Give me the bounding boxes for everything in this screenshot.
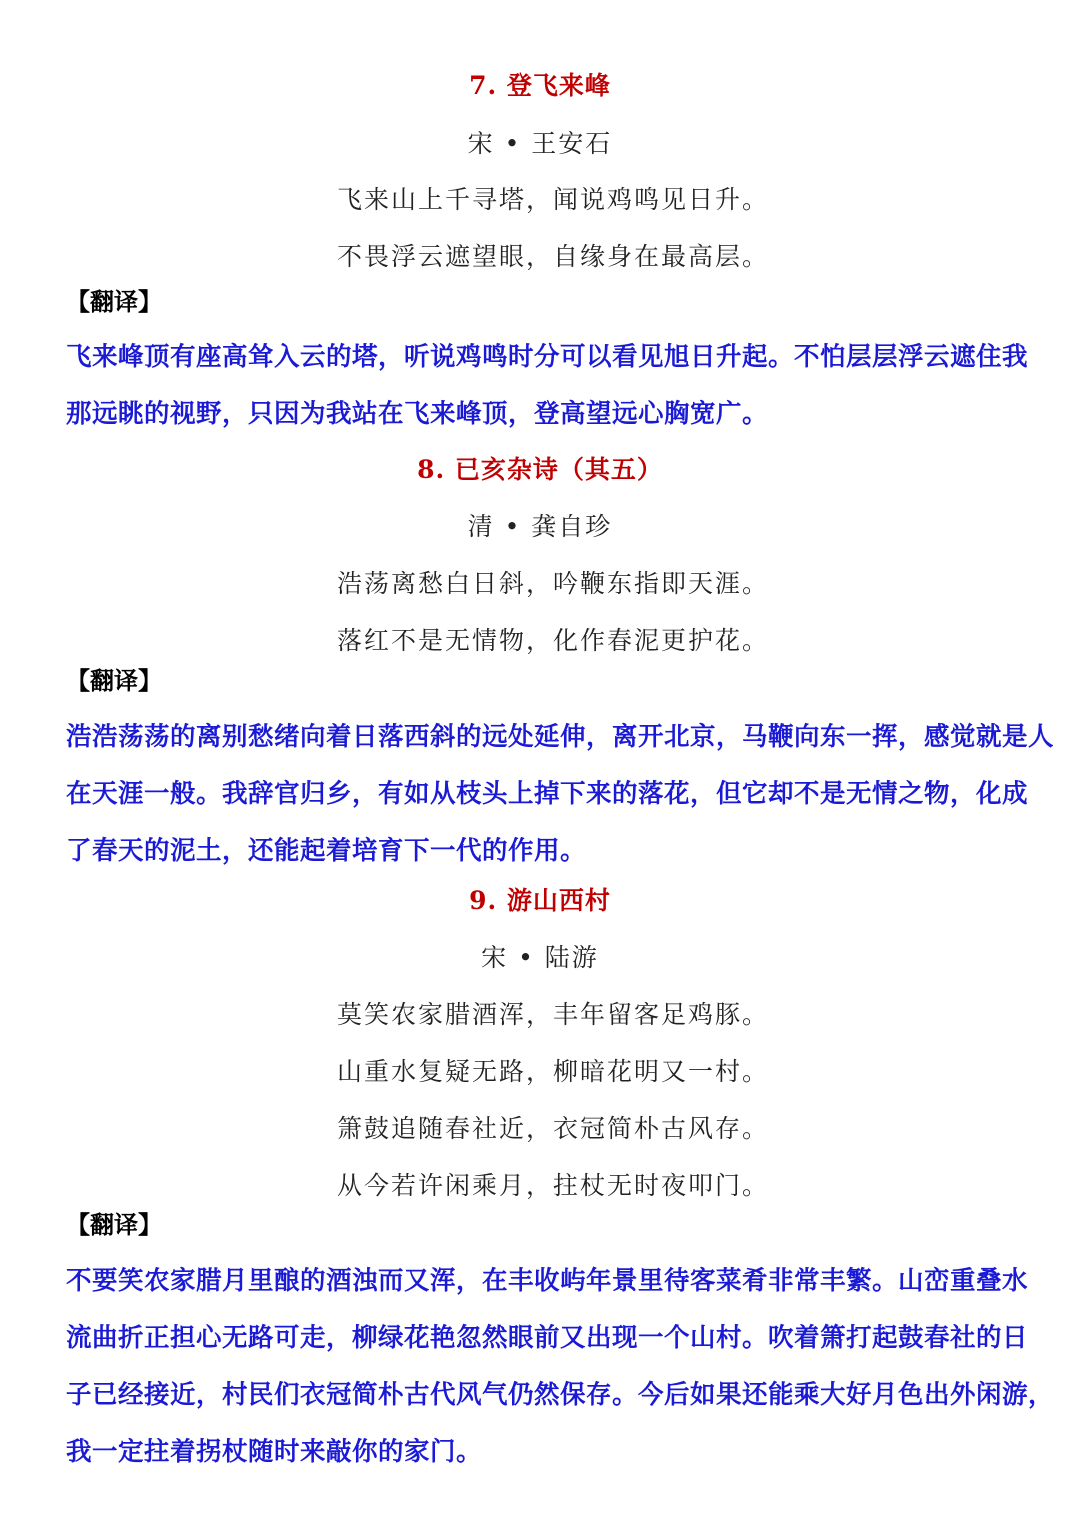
poem-verse: 山重水复疑无路，柳暗花明又一村。 (337, 1057, 770, 1086)
poem-author: 宋 • 陆游 (481, 943, 599, 972)
poem-verse: 从今若许闲乘月，拄杖无时夜叩门。 (337, 1171, 770, 1200)
translation-line: 子已经接近，村民们衣冠简朴古代风气仍然保存。今后如果还能乘大好月色出外闲游， (66, 1380, 1055, 1410)
poem-verse: 浩荡离愁白日斜，吟鞭东指即天涯。 (337, 569, 770, 598)
poem-title: 9. 游山西村 (469, 886, 611, 915)
translation-label: 【翻译】 (66, 666, 162, 695)
translation-line: 不要笑农家腊月里酿的酒浊而又浑，在丰收屿年景里待客菜肴非常丰繁。山峦重叠水 (66, 1266, 1029, 1296)
poem-verse: 莫笑农家腊酒浑，丰年留客足鸡豚。 (337, 1000, 770, 1029)
translation-line: 浩浩荡荡的离别愁绪向着日落西斜的远处延伸，离开北京，马鞭向东一挥，感觉就是人 (66, 722, 1055, 752)
poem-verse: 落红不是无情物，化作春泥更护花。 (337, 626, 770, 655)
poem-verse: 箫鼓追随春社近，衣冠简朴古风存。 (337, 1114, 770, 1143)
translation-line: 在天涯一般。我辞官归乡，有如从枝头上掉下来的落花，但它却不是无情之物，化成 (66, 779, 1029, 809)
translation-line: 了春天的泥土，还能起着培育下一代的作用。 (66, 836, 587, 866)
translation-label: 【翻译】 (66, 287, 162, 316)
poem-verse: 不畏浮云遮望眼，自缘身在最高层。 (337, 242, 770, 271)
poem-title: 7. 登飞来峰 (469, 71, 611, 100)
translation-line: 那远眺的视野，只因为我站在飞来峰顶，登高望远心胸宽广。 (66, 399, 769, 429)
translation-line: 我一定拄着拐杖随时来敲你的家门。 (66, 1437, 483, 1467)
translation-line: 飞来峰顶有座高耸入云的塔，听说鸡鸣时分可以看见旭日升起。不怕层层浮云遮住我 (66, 342, 1029, 372)
translation-line: 流曲折正担心无路可走，柳绿花艳忽然眼前又出现一个山村。吹着箫打起鼓春社的日 (66, 1323, 1029, 1353)
poem-title: 8. 已亥杂诗（其五） (417, 455, 663, 484)
poem-author: 宋 • 王安石 (467, 129, 613, 158)
poem-author: 清 • 龚自珍 (467, 512, 613, 541)
translation-label: 【翻译】 (66, 1210, 162, 1239)
poem-verse: 飞来山上千寻塔，闻说鸡鸣见日升。 (337, 185, 770, 214)
